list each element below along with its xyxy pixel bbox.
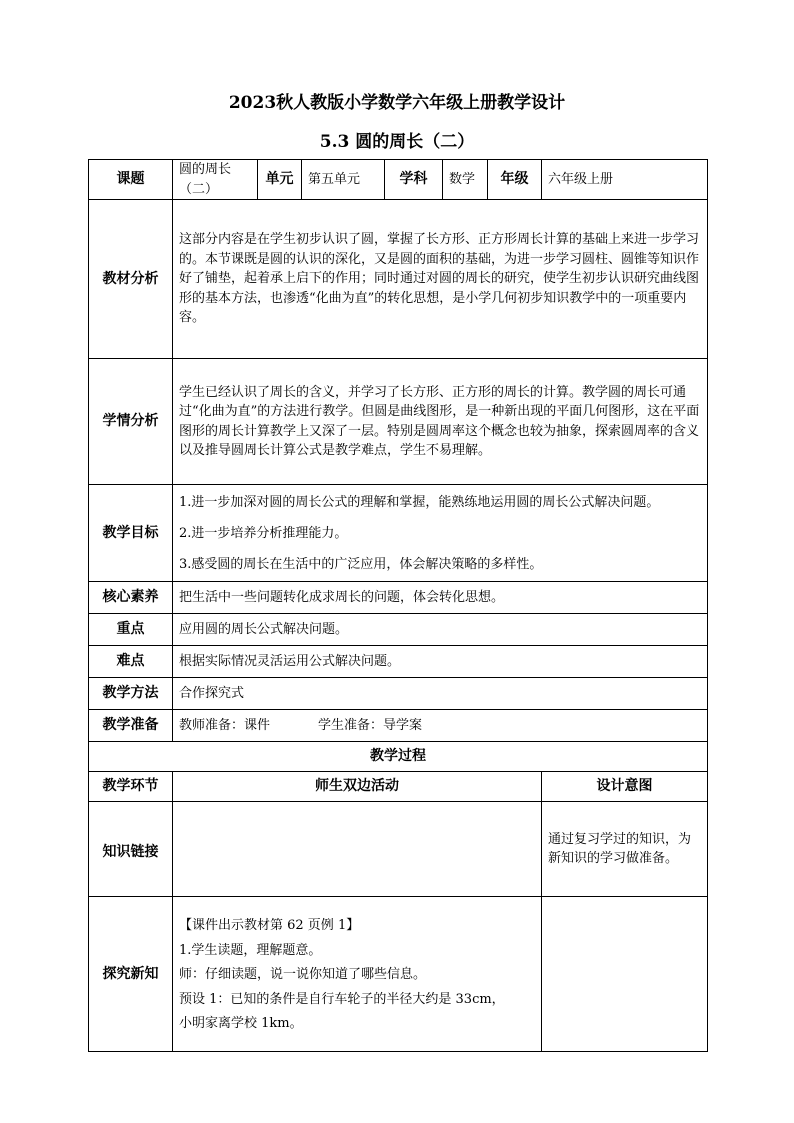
topic-label: 课题 — [89, 160, 173, 200]
activity-line: 师：仔细读题，说一说你知道了哪些信息。 — [179, 967, 427, 983]
preparation-row — [89, 710, 708, 742]
difficulty-label: 难点 — [89, 646, 173, 678]
student-analysis-label: 学情分析 — [89, 359, 173, 485]
teacher-preparation: 教师准备：课件 — [179, 717, 271, 733]
activity-column-header: 师生双边活动 — [173, 772, 542, 802]
stage-column-header: 教学环节 — [89, 772, 173, 802]
subject-label: 学科 — [385, 160, 443, 200]
explore-new-intent — [542, 897, 708, 1052]
teaching-goals-row — [89, 485, 708, 582]
topic-value: 圆的周长（二） — [173, 160, 258, 200]
lesson-plan-table — [88, 159, 708, 1052]
process-column-header-row — [89, 772, 708, 802]
student-preparation: 学生准备：导学案 — [318, 717, 423, 733]
explore-new-activity — [173, 897, 542, 1052]
preparation-label: 教学准备 — [89, 710, 173, 742]
process-row-knowledge-link — [89, 802, 708, 897]
unit-value: 第五单元 — [302, 160, 385, 200]
material-analysis-text: 这部分内容是在学生初步认识了圆，掌握了长方形、正方形周长计算的基础上来进一步学习的。本节课既是圆的认识的深化，又是圆的面积的基础，为进一步学习圆柱、圆锥等知识作好了铺垫，起着承上启下的作用；同时通过对圆的周长的研究，使学生初步认识研究曲线图形的基本方法，也渗透“化曲为直”的转化思想，是小学几何初步知识教学中的一项重要内容。 — [173, 200, 708, 359]
core-literacy-row — [89, 582, 708, 614]
method-label: 教学方法 — [89, 678, 173, 710]
student-analysis-row — [89, 359, 708, 485]
grade-value: 六年级上册 — [542, 160, 708, 200]
subject-value: 数学 — [443, 160, 488, 200]
activity-line: 【课件出示教材第 62 页例 1】 — [179, 918, 360, 934]
method-text: 合作探究式 — [173, 678, 708, 710]
grade-label: 年级 — [488, 160, 542, 200]
material-analysis-row — [89, 200, 708, 359]
activity-line: 预设 1：已知的条件是自行车轮子的半径大约是 33cm， — [179, 991, 505, 1007]
key-point-text: 应用圆的周长公式解决问题。 — [173, 614, 708, 646]
core-literacy-label: 核心素养 — [89, 582, 173, 614]
goal-item: 3.感受圆的周长在生活中的广泛应用，体会解决策略的多样性。 — [179, 556, 543, 572]
teaching-goals-label: 教学目标 — [89, 485, 173, 582]
intent-column-header: 设计意图 — [542, 772, 708, 802]
stage-knowledge-link: 知识链接 — [89, 802, 173, 897]
activity-line: 小明家离学校 1km。 — [179, 1016, 303, 1032]
lesson-title: 5.3 圆的周长（二） — [319, 132, 475, 152]
stage-explore-new: 探究新知 — [89, 897, 173, 1052]
preparation-cell — [173, 710, 708, 742]
activity-line: 1.学生读题，理解题意。 — [179, 942, 322, 958]
key-point-row — [89, 614, 708, 646]
knowledge-link-activity — [173, 802, 542, 897]
key-point-label: 重点 — [89, 614, 173, 646]
process-heading-row — [89, 742, 708, 772]
document-title: 2023秋人教版小学数学六年级上册教学设计 — [228, 93, 566, 113]
header-row — [89, 160, 708, 200]
teaching-goals-cell — [173, 485, 708, 582]
process-row-explore-new — [89, 897, 708, 1052]
process-heading: 教学过程 — [89, 742, 708, 772]
knowledge-link-intent: 通过复习学过的知识，为新知识的学习做准备。 — [542, 802, 708, 897]
method-row — [89, 678, 708, 710]
goal-item: 2.进一步培养分析推理能力。 — [179, 525, 348, 541]
unit-label: 单元 — [258, 160, 302, 200]
goal-item: 1.进一步加深对圆的周长公式的理解和掌握，能熟练地运用圆的周长公式解决问题。 — [179, 494, 660, 510]
material-analysis-label: 教材分析 — [89, 200, 173, 359]
difficulty-text: 根据实际情况灵活运用公式解决问题。 — [173, 646, 708, 678]
core-literacy-text: 把生活中一些问题转化成求周长的问题，体会转化思想。 — [173, 582, 708, 614]
student-analysis-text: 学生已经认识了周长的含义，并学习了长方形、正方形的周长的计算。教学圆的周长可通过“化曲为直”的方法进行教学。但圆是曲线图形，是一种新出现的平面几何图形，这在平面图形的周长计算教学上又深了一层。特别是圆周率这个概念也较为抽象，探索圆周率的含义以及推导圆周长计算公式是教学难点，学生不易理解。 — [173, 359, 708, 485]
difficulty-row — [89, 646, 708, 678]
